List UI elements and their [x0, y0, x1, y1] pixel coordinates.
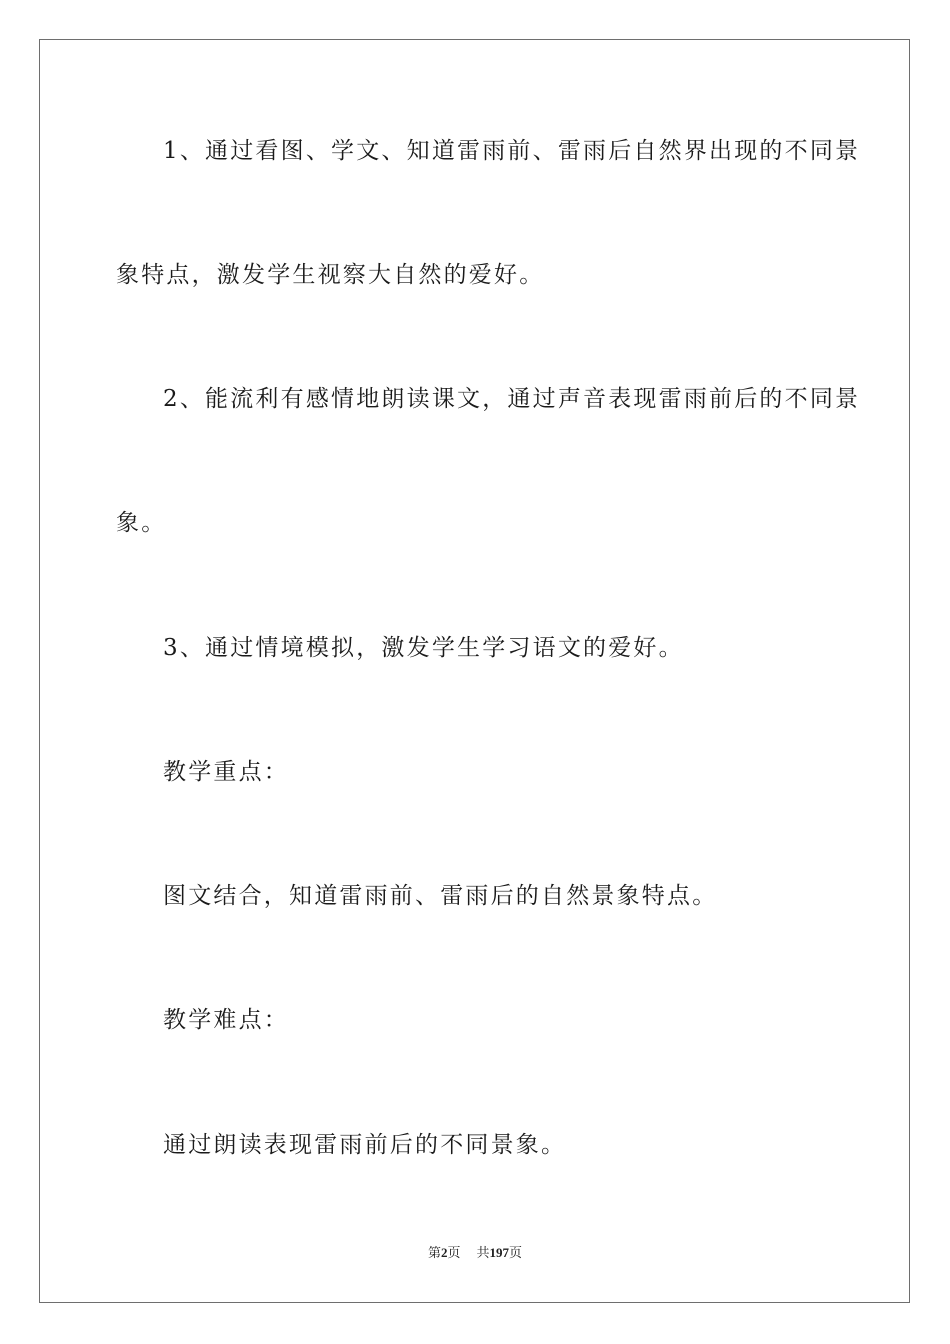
objective-2-line-1: 2、能流利有感情地朗读课文，通过声音表现雷雨前后的不同景	[163, 386, 861, 412]
page-footer	[0, 1245, 950, 1261]
difficulty-text: 通过朗读表现雷雨前后的不同景象。	[163, 1132, 567, 1158]
page-number: 2	[440, 1245, 448, 1260]
total-pages: 197	[489, 1245, 510, 1260]
key-point-text: 图文结合，知道雷雨前、雷雨后的自然景象特点。	[163, 883, 718, 909]
difficulty-heading: 教学难点：	[163, 1007, 289, 1033]
page-suffix: 页	[447, 1245, 461, 1260]
page-border	[39, 39, 910, 1303]
total-suffix: 页	[509, 1245, 523, 1260]
objective-1-line-1: 1、通过看图、学文、知道雷雨前、雷雨后自然界出现的不同景	[163, 138, 861, 164]
objective-3: 3、通过情境模拟，激发学生学习语文的爱好。	[163, 635, 684, 661]
objective-1-line-2: 象特点，激发学生视察大自然的爱好。	[116, 262, 545, 288]
objective-2-line-2: 象。	[116, 510, 167, 536]
total-prefix: 共	[476, 1245, 490, 1260]
key-point-heading: 教学重点：	[163, 759, 289, 785]
page-prefix: 第	[427, 1245, 441, 1260]
